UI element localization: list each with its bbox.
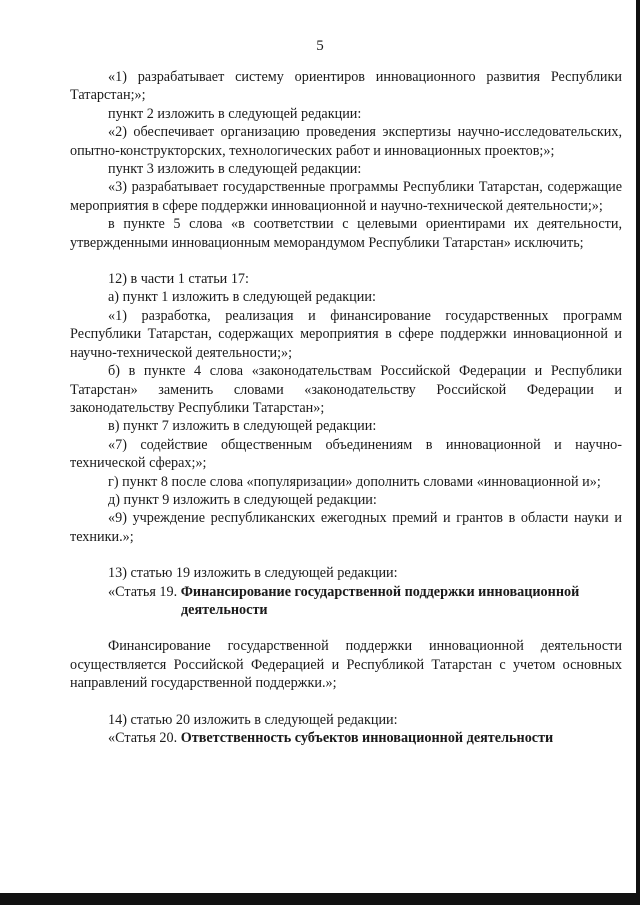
spacer (70, 546, 622, 564)
paragraph: 12) в части 1 статьи 17: (108, 271, 249, 288)
article-20-prefix: «Статья 20. (108, 730, 178, 746)
document-body (70, 68, 622, 747)
paragraph: «2) обеспечивает организацию проведения экспертизы научно-исследовательских, опытно-конструкторских, технологических работ и инновационных проектов;»; (70, 124, 622, 159)
paragraph: 14) статью 20 изложить в следующей редакции: (108, 711, 398, 728)
paragraph: б) в пункте 4 слова «законодательствам Российской Федерации и Республики Татарстан» заменить словами «законодательству Российской Федерации и законодательству Республики Татарстан»; (70, 363, 622, 416)
spacer (70, 252, 622, 270)
paragraph: «1) разрабатывает систему ориентиров инновационного развития Республики Татарстан;»; (70, 69, 622, 104)
spacer (70, 619, 622, 637)
article-19-heading (70, 583, 622, 620)
paragraph: «3) разрабатывает государственные программы Республики Татарстан, содержащие мероприятия в сфере поддержки инновационной и научно-технической деятельности;»; (70, 179, 622, 214)
spacer (70, 693, 622, 711)
article-19-prefix: «Статья 19. (108, 583, 178, 600)
paragraph: в) пункт 7 изложить в следующей редакции: (108, 418, 377, 435)
article-20-title: Ответственность субъектов инновационной деятельности (180, 730, 554, 746)
paragraph: «7) содействие общественным объединениям в инновационной и научно-технической сферах;»; (70, 436, 622, 472)
scan-edge-right (636, 0, 640, 905)
paragraph: 13) статью 19 изложить в следующей редакции: (108, 565, 398, 582)
paragraph: Финансирование государственной поддержки инновационной деятельности осуществляется Российской Федерацией и Республикой Татарстан с учетом основных направлений государственной поддержки.»; (70, 638, 622, 692)
article-20-heading (70, 729, 622, 747)
paragraph: «1) разработка, реализация и финансирование государственных программ Республики Татарстан, содержащих мероприятия в сфере поддержки инновационной и научно-технической деятельности;»; (70, 307, 622, 361)
paragraph: в пункте 5 слова «в соответствии с целевыми ориентирами их деятельности, утвержденными инновационным меморандумом Республики Татарстан» исключить; (70, 216, 622, 251)
paragraph: д) пункт 9 изложить в следующей редакции: (108, 491, 377, 508)
paragraph: «9) учреждение республиканских ежегодных премий и грантов в области науки и техники.»; (70, 510, 622, 545)
paragraph: а) пункт 1 изложить в следующей редакции: (108, 289, 376, 306)
paragraph: г) пункт 8 после слова «популяризации» дополнить словами «инновационной и»; (108, 473, 601, 490)
article-19-title-continued: деятельности (181, 601, 268, 618)
paragraph: пункт 3 изложить в следующей редакции: (108, 161, 362, 178)
article-19-title: Финансирование государственной поддержки инновационной (180, 583, 580, 600)
scan-edge-bottom (0, 893, 640, 905)
paragraph: пункт 2 изложить в следующей редакции: (108, 105, 362, 122)
page-number: 5 (316, 38, 324, 54)
